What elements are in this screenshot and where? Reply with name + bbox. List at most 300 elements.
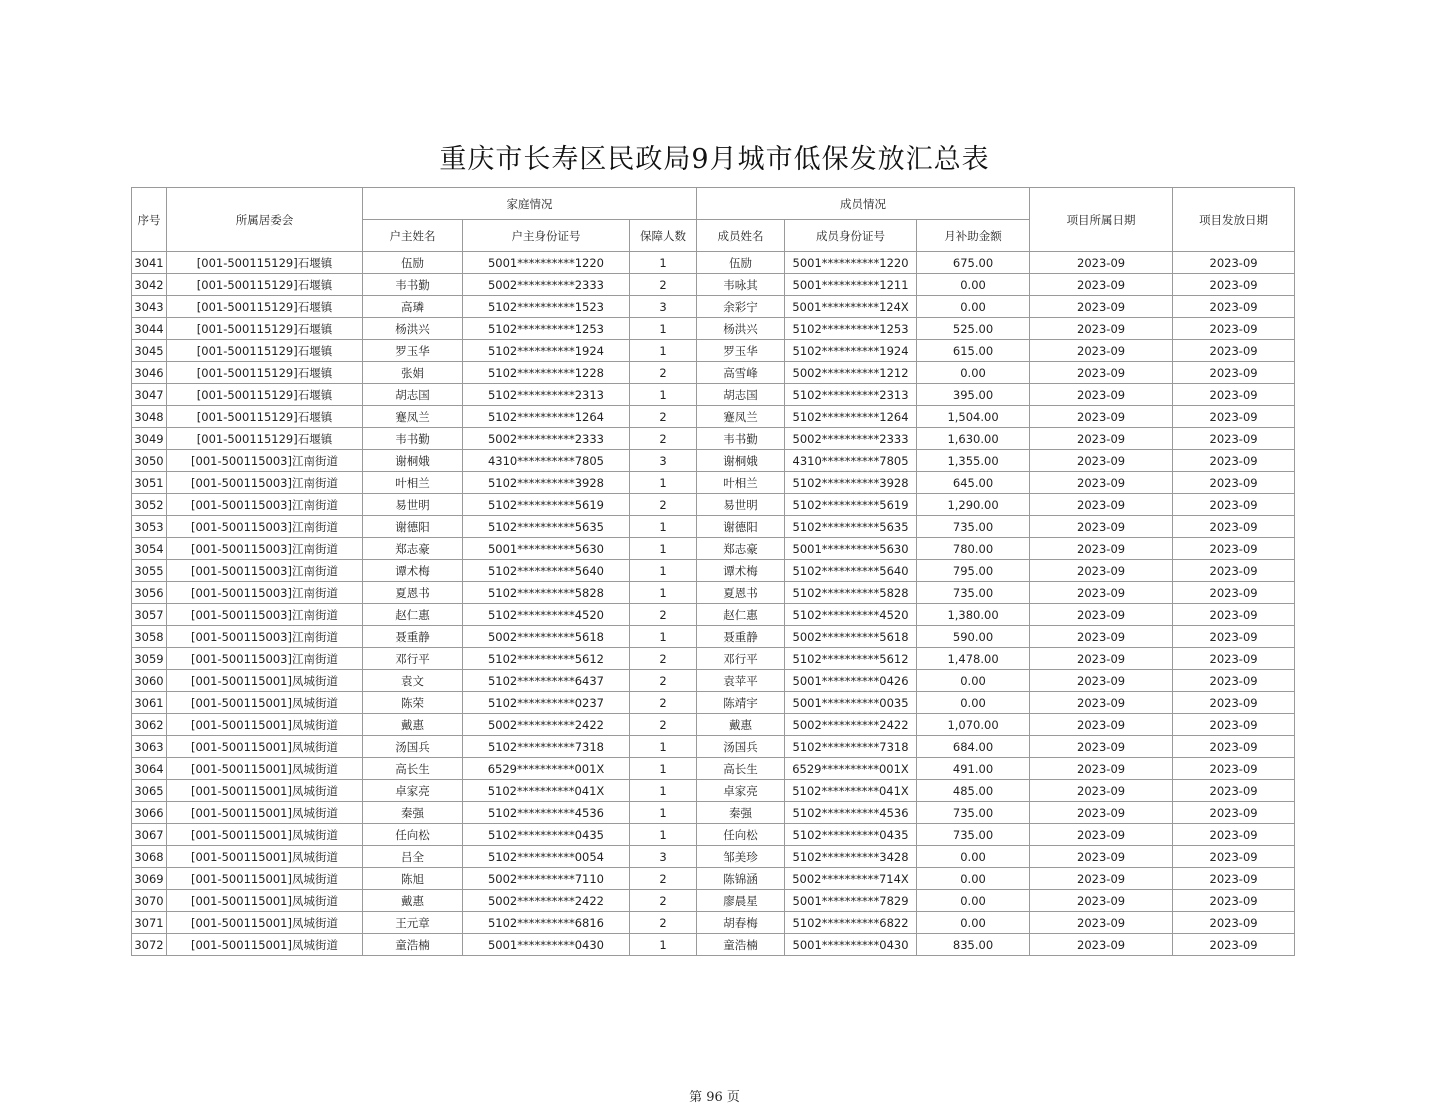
head-id-cell: 5102**********6816 (463, 912, 630, 934)
head-name-cell: 夏恩书 (363, 582, 463, 604)
member-name-cell: 汤国兵 (697, 736, 785, 758)
guarantee-count-cell: 1 (630, 560, 697, 582)
monthly-amount-cell: 0.00 (917, 296, 1030, 318)
guarantee-count-cell: 1 (630, 340, 697, 362)
head-id-cell: 5102**********4536 (463, 802, 630, 824)
member-id-cell: 5102**********5828 (785, 582, 917, 604)
committee-cell: [001-500115001]凤城街道 (167, 802, 363, 824)
project-date-cell: 2023-09 (1030, 318, 1173, 340)
issue-date-cell: 2023-09 (1173, 274, 1295, 296)
table-row (132, 362, 1295, 384)
member-id-cell: 5002**********714X (785, 868, 917, 890)
project-date-cell: 2023-09 (1030, 516, 1173, 538)
issue-date-cell: 2023-09 (1173, 890, 1295, 912)
project-date-cell: 2023-09 (1030, 472, 1173, 494)
seq-cell: 3070 (132, 890, 167, 912)
seq-cell: 3071 (132, 912, 167, 934)
head-name-cell: 赵仁惠 (363, 604, 463, 626)
table-row (132, 868, 1295, 890)
head-name-cell: 秦强 (363, 802, 463, 824)
seq-cell: 3069 (132, 868, 167, 890)
header-family-group: 家庭情况 (363, 188, 697, 220)
guarantee-count-cell: 2 (630, 648, 697, 670)
head-name-cell: 聂重静 (363, 626, 463, 648)
committee-cell: [001-500115003]江南街道 (167, 626, 363, 648)
member-id-cell: 5001**********5630 (785, 538, 917, 560)
committee-cell: [001-500115001]凤城街道 (167, 824, 363, 846)
head-name-cell: 袁文 (363, 670, 463, 692)
header-issue-date: 项目发放日期 (1173, 188, 1295, 252)
member-name-cell: 韦书勤 (697, 428, 785, 450)
member-id-cell: 5102**********3428 (785, 846, 917, 868)
member-id-cell: 5102**********5635 (785, 516, 917, 538)
member-name-cell: 谢德阳 (697, 516, 785, 538)
head-name-cell: 谢德阳 (363, 516, 463, 538)
monthly-amount-cell: 0.00 (917, 890, 1030, 912)
head-id-cell: 5102**********2313 (463, 384, 630, 406)
member-id-cell: 5102**********1264 (785, 406, 917, 428)
project-date-cell: 2023-09 (1030, 296, 1173, 318)
member-name-cell: 高长生 (697, 758, 785, 780)
project-date-cell: 2023-09 (1030, 802, 1173, 824)
issue-date-cell: 2023-09 (1173, 340, 1295, 362)
issue-date-cell: 2023-09 (1173, 670, 1295, 692)
member-id-cell: 5001**********0426 (785, 670, 917, 692)
committee-cell: [001-500115001]凤城街道 (167, 868, 363, 890)
monthly-amount-cell: 0.00 (917, 362, 1030, 384)
member-name-cell: 叶相兰 (697, 472, 785, 494)
monthly-amount-cell: 1,070.00 (917, 714, 1030, 736)
project-date-cell: 2023-09 (1030, 714, 1173, 736)
member-name-cell: 聂重静 (697, 626, 785, 648)
project-date-cell: 2023-09 (1030, 692, 1173, 714)
project-date-cell: 2023-09 (1030, 736, 1173, 758)
member-name-cell: 韦咏其 (697, 274, 785, 296)
seq-cell: 3058 (132, 626, 167, 648)
committee-cell: [001-500115001]凤城街道 (167, 846, 363, 868)
committee-cell: [001-500115001]凤城街道 (167, 670, 363, 692)
issue-date-cell: 2023-09 (1173, 494, 1295, 516)
member-name-cell: 罗玉华 (697, 340, 785, 362)
project-date-cell: 2023-09 (1030, 494, 1173, 516)
table-row (132, 824, 1295, 846)
head-id-cell: 5002**********7110 (463, 868, 630, 890)
seq-cell: 3049 (132, 428, 167, 450)
monthly-amount-cell: 615.00 (917, 340, 1030, 362)
member-id-cell: 5102**********1253 (785, 318, 917, 340)
member-id-cell: 5102**********1924 (785, 340, 917, 362)
monthly-amount-cell: 485.00 (917, 780, 1030, 802)
guarantee-count-cell: 3 (630, 846, 697, 868)
issue-date-cell: 2023-09 (1173, 626, 1295, 648)
table-row (132, 516, 1295, 538)
seq-cell: 3046 (132, 362, 167, 384)
head-name-cell: 胡志国 (363, 384, 463, 406)
head-name-cell: 易世明 (363, 494, 463, 516)
seq-cell: 3055 (132, 560, 167, 582)
issue-date-cell: 2023-09 (1173, 780, 1295, 802)
table-row (132, 472, 1295, 494)
monthly-amount-cell: 1,290.00 (917, 494, 1030, 516)
member-name-cell: 卓家亮 (697, 780, 785, 802)
committee-cell: [001-500115001]凤城街道 (167, 692, 363, 714)
table-row (132, 428, 1295, 450)
head-id-cell: 5102**********6437 (463, 670, 630, 692)
committee-cell: [001-500115129]石堰镇 (167, 274, 363, 296)
head-id-cell: 5102**********5828 (463, 582, 630, 604)
project-date-cell: 2023-09 (1030, 560, 1173, 582)
committee-cell: [001-500115001]凤城街道 (167, 912, 363, 934)
issue-date-cell: 2023-09 (1173, 868, 1295, 890)
head-name-cell: 韦书勤 (363, 274, 463, 296)
seq-cell: 3059 (132, 648, 167, 670)
monthly-amount-cell: 735.00 (917, 582, 1030, 604)
seq-cell: 3045 (132, 340, 167, 362)
header-guarantee-count: 保障人数 (630, 220, 697, 252)
table-row (132, 384, 1295, 406)
table-header (132, 188, 1295, 252)
table-row (132, 692, 1295, 714)
head-name-cell: 童浩楠 (363, 934, 463, 956)
member-id-cell: 6529**********001X (785, 758, 917, 780)
issue-date-cell: 2023-09 (1173, 252, 1295, 274)
head-name-cell: 张娟 (363, 362, 463, 384)
issue-date-cell: 2023-09 (1173, 582, 1295, 604)
seq-cell: 3065 (132, 780, 167, 802)
project-date-cell: 2023-09 (1030, 428, 1173, 450)
project-date-cell: 2023-09 (1030, 824, 1173, 846)
guarantee-count-cell: 2 (630, 692, 697, 714)
guarantee-count-cell: 1 (630, 318, 697, 340)
monthly-amount-cell: 795.00 (917, 560, 1030, 582)
committee-cell: [001-500115003]江南街道 (167, 648, 363, 670)
monthly-amount-cell: 675.00 (917, 252, 1030, 274)
guarantee-count-cell: 2 (630, 670, 697, 692)
head-id-cell: 5102**********1253 (463, 318, 630, 340)
monthly-amount-cell: 395.00 (917, 384, 1030, 406)
seq-cell: 3051 (132, 472, 167, 494)
guarantee-count-cell: 1 (630, 252, 697, 274)
head-name-cell: 邓行平 (363, 648, 463, 670)
head-name-cell: 汤国兵 (363, 736, 463, 758)
issue-date-cell: 2023-09 (1173, 692, 1295, 714)
guarantee-count-cell: 1 (630, 802, 697, 824)
header-member-id: 成员身份证号 (785, 220, 917, 252)
issue-date-cell: 2023-09 (1173, 428, 1295, 450)
member-id-cell: 5001**********0035 (785, 692, 917, 714)
head-name-cell: 郑志豪 (363, 538, 463, 560)
project-date-cell: 2023-09 (1030, 846, 1173, 868)
head-id-cell: 5002**********2422 (463, 890, 630, 912)
head-id-cell: 5102**********4520 (463, 604, 630, 626)
relief-summary-table (131, 187, 1295, 956)
head-id-cell: 5102**********7318 (463, 736, 630, 758)
guarantee-count-cell: 1 (630, 780, 697, 802)
monthly-amount-cell: 525.00 (917, 318, 1030, 340)
project-date-cell: 2023-09 (1030, 648, 1173, 670)
member-name-cell: 邹美珍 (697, 846, 785, 868)
table-row (132, 934, 1295, 956)
issue-date-cell: 2023-09 (1173, 846, 1295, 868)
seq-cell: 3050 (132, 450, 167, 472)
issue-date-cell: 2023-09 (1173, 516, 1295, 538)
monthly-amount-cell: 684.00 (917, 736, 1030, 758)
guarantee-count-cell: 1 (630, 384, 697, 406)
seq-cell: 3072 (132, 934, 167, 956)
table-row (132, 912, 1295, 934)
member-id-cell: 5102**********3928 (785, 472, 917, 494)
table-row (132, 604, 1295, 626)
head-id-cell: 5102**********0435 (463, 824, 630, 846)
project-date-cell: 2023-09 (1030, 340, 1173, 362)
head-name-cell: 蹇凤兰 (363, 406, 463, 428)
issue-date-cell: 2023-09 (1173, 296, 1295, 318)
table-row (132, 736, 1295, 758)
project-date-cell: 2023-09 (1030, 626, 1173, 648)
member-name-cell: 蹇凤兰 (697, 406, 785, 428)
head-name-cell: 戴惠 (363, 890, 463, 912)
committee-cell: [001-500115001]凤城街道 (167, 890, 363, 912)
monthly-amount-cell: 0.00 (917, 274, 1030, 296)
head-name-cell: 卓家亮 (363, 780, 463, 802)
seq-cell: 3062 (132, 714, 167, 736)
head-id-cell: 5002**********2333 (463, 274, 630, 296)
member-name-cell: 任向松 (697, 824, 785, 846)
guarantee-count-cell: 1 (630, 472, 697, 494)
head-id-cell: 5002**********2422 (463, 714, 630, 736)
project-date-cell: 2023-09 (1030, 670, 1173, 692)
guarantee-count-cell: 2 (630, 912, 697, 934)
head-id-cell: 4310**********7805 (463, 450, 630, 472)
member-name-cell: 郑志豪 (697, 538, 785, 560)
seq-cell: 3067 (132, 824, 167, 846)
project-date-cell: 2023-09 (1030, 604, 1173, 626)
committee-cell: [001-500115001]凤城街道 (167, 934, 363, 956)
project-date-cell: 2023-09 (1030, 362, 1173, 384)
guarantee-count-cell: 1 (630, 736, 697, 758)
table-row (132, 538, 1295, 560)
issue-date-cell: 2023-09 (1173, 450, 1295, 472)
head-id-cell: 5001**********0430 (463, 934, 630, 956)
member-id-cell: 5102**********2313 (785, 384, 917, 406)
table-row (132, 494, 1295, 516)
head-id-cell: 6529**********001X (463, 758, 630, 780)
guarantee-count-cell: 1 (630, 538, 697, 560)
table-row (132, 450, 1295, 472)
member-id-cell: 5102**********0435 (785, 824, 917, 846)
seq-cell: 3056 (132, 582, 167, 604)
member-id-cell: 5102**********5619 (785, 494, 917, 516)
committee-cell: [001-500115001]凤城街道 (167, 714, 363, 736)
seq-cell: 3043 (132, 296, 167, 318)
monthly-amount-cell: 1,478.00 (917, 648, 1030, 670)
head-name-cell: 陈旭 (363, 868, 463, 890)
monthly-amount-cell: 645.00 (917, 472, 1030, 494)
seq-cell: 3042 (132, 274, 167, 296)
head-id-cell: 5102**********5640 (463, 560, 630, 582)
guarantee-count-cell: 1 (630, 758, 697, 780)
table-row (132, 274, 1295, 296)
table-row (132, 780, 1295, 802)
head-id-cell: 5102**********0237 (463, 692, 630, 714)
committee-cell: [001-500115003]江南街道 (167, 472, 363, 494)
page-title: 重庆市长寿区民政局9月城市低保发放汇总表 (439, 144, 990, 175)
head-name-cell: 韦书勤 (363, 428, 463, 450)
member-id-cell: 5001**********124X (785, 296, 917, 318)
head-id-cell: 5102**********0054 (463, 846, 630, 868)
monthly-amount-cell: 0.00 (917, 868, 1030, 890)
guarantee-count-cell: 2 (630, 274, 697, 296)
member-name-cell: 袁苹平 (697, 670, 785, 692)
head-id-cell: 5102**********5619 (463, 494, 630, 516)
seq-cell: 3052 (132, 494, 167, 516)
head-id-cell: 5102**********5612 (463, 648, 630, 670)
project-date-cell: 2023-09 (1030, 912, 1173, 934)
table-row (132, 296, 1295, 318)
committee-cell: [001-500115129]石堰镇 (167, 428, 363, 450)
header-seq: 序号 (132, 188, 167, 252)
committee-cell: [001-500115129]石堰镇 (167, 340, 363, 362)
project-date-cell: 2023-09 (1030, 780, 1173, 802)
seq-cell: 3068 (132, 846, 167, 868)
header-head-id: 户主身份证号 (463, 220, 630, 252)
header-member-name: 成员姓名 (697, 220, 785, 252)
head-name-cell: 吕全 (363, 846, 463, 868)
project-date-cell: 2023-09 (1030, 252, 1173, 274)
member-id-cell: 5001**********1211 (785, 274, 917, 296)
table-row (132, 846, 1295, 868)
table-row (132, 318, 1295, 340)
member-name-cell: 胡春梅 (697, 912, 785, 934)
member-name-cell: 童浩楠 (697, 934, 785, 956)
member-id-cell: 5002**********5618 (785, 626, 917, 648)
head-id-cell: 5102**********1228 (463, 362, 630, 384)
head-name-cell: 谭术梅 (363, 560, 463, 582)
header-member-group: 成员情况 (697, 188, 1030, 220)
seq-cell: 3054 (132, 538, 167, 560)
member-id-cell: 5102**********5612 (785, 648, 917, 670)
seq-cell: 3061 (132, 692, 167, 714)
monthly-amount-cell: 0.00 (917, 670, 1030, 692)
table-row (132, 758, 1295, 780)
header-committee: 所属居委会 (167, 188, 363, 252)
head-name-cell: 叶相兰 (363, 472, 463, 494)
head-id-cell: 5102**********5635 (463, 516, 630, 538)
committee-cell: [001-500115003]江南街道 (167, 494, 363, 516)
project-date-cell: 2023-09 (1030, 758, 1173, 780)
table-row (132, 890, 1295, 912)
seq-cell: 3048 (132, 406, 167, 428)
guarantee-count-cell: 2 (630, 428, 697, 450)
table-row (132, 560, 1295, 582)
table-body (132, 252, 1295, 956)
project-date-cell: 2023-09 (1030, 934, 1173, 956)
head-name-cell: 罗玉华 (363, 340, 463, 362)
committee-cell: [001-500115003]江南街道 (167, 604, 363, 626)
committee-cell: [001-500115003]江南街道 (167, 560, 363, 582)
guarantee-count-cell: 1 (630, 824, 697, 846)
page-number: 第 96 页 (689, 1090, 740, 1105)
member-name-cell: 夏恩书 (697, 582, 785, 604)
monthly-amount-cell: 735.00 (917, 824, 1030, 846)
member-id-cell: 5102**********041X (785, 780, 917, 802)
guarantee-count-cell: 2 (630, 604, 697, 626)
issue-date-cell: 2023-09 (1173, 648, 1295, 670)
project-date-cell: 2023-09 (1030, 450, 1173, 472)
guarantee-count-cell: 2 (630, 714, 697, 736)
head-id-cell: 5002**********5618 (463, 626, 630, 648)
issue-date-cell: 2023-09 (1173, 736, 1295, 758)
head-name-cell: 杨洪兴 (363, 318, 463, 340)
member-id-cell: 5102**********4520 (785, 604, 917, 626)
member-id-cell: 5002**********1212 (785, 362, 917, 384)
member-id-cell: 5001**********1220 (785, 252, 917, 274)
issue-date-cell: 2023-09 (1173, 318, 1295, 340)
project-date-cell: 2023-09 (1030, 274, 1173, 296)
member-id-cell: 5002**********2422 (785, 714, 917, 736)
seq-cell: 3066 (132, 802, 167, 824)
committee-cell: [001-500115001]凤城街道 (167, 780, 363, 802)
project-date-cell: 2023-09 (1030, 868, 1173, 890)
seq-cell: 3044 (132, 318, 167, 340)
guarantee-count-cell: 1 (630, 582, 697, 604)
head-name-cell: 高璘 (363, 296, 463, 318)
project-date-cell: 2023-09 (1030, 406, 1173, 428)
member-name-cell: 谢桐娥 (697, 450, 785, 472)
issue-date-cell: 2023-09 (1173, 604, 1295, 626)
table-row (132, 626, 1295, 648)
header-head-name: 户主姓名 (363, 220, 463, 252)
project-date-cell: 2023-09 (1030, 538, 1173, 560)
monthly-amount-cell: 735.00 (917, 802, 1030, 824)
committee-cell: [001-500115003]江南街道 (167, 538, 363, 560)
committee-cell: [001-500115003]江南街道 (167, 450, 363, 472)
head-id-cell: 5102**********041X (463, 780, 630, 802)
member-name-cell: 余彩宁 (697, 296, 785, 318)
member-id-cell: 4310**********7805 (785, 450, 917, 472)
guarantee-count-cell: 1 (630, 626, 697, 648)
seq-cell: 3064 (132, 758, 167, 780)
member-id-cell: 5102**********5640 (785, 560, 917, 582)
member-name-cell: 陈靖宇 (697, 692, 785, 714)
seq-cell: 3053 (132, 516, 167, 538)
table-row (132, 714, 1295, 736)
issue-date-cell: 2023-09 (1173, 912, 1295, 934)
seq-cell: 3047 (132, 384, 167, 406)
committee-cell: [001-500115129]石堰镇 (167, 384, 363, 406)
head-name-cell: 戴惠 (363, 714, 463, 736)
monthly-amount-cell: 590.00 (917, 626, 1030, 648)
member-id-cell: 5001**********7829 (785, 890, 917, 912)
member-id-cell: 5102**********4536 (785, 802, 917, 824)
issue-date-cell: 2023-09 (1173, 934, 1295, 956)
issue-date-cell: 2023-09 (1173, 824, 1295, 846)
head-name-cell: 伍励 (363, 252, 463, 274)
guarantee-count-cell: 2 (630, 868, 697, 890)
table-row (132, 340, 1295, 362)
monthly-amount-cell: 1,355.00 (917, 450, 1030, 472)
guarantee-count-cell: 2 (630, 362, 697, 384)
head-id-cell: 5002**********2333 (463, 428, 630, 450)
guarantee-count-cell: 1 (630, 516, 697, 538)
guarantee-count-cell: 3 (630, 296, 697, 318)
issue-date-cell: 2023-09 (1173, 538, 1295, 560)
member-id-cell: 5001**********0430 (785, 934, 917, 956)
member-name-cell: 杨洪兴 (697, 318, 785, 340)
issue-date-cell: 2023-09 (1173, 472, 1295, 494)
head-name-cell: 高长生 (363, 758, 463, 780)
head-id-cell: 5102**********3928 (463, 472, 630, 494)
